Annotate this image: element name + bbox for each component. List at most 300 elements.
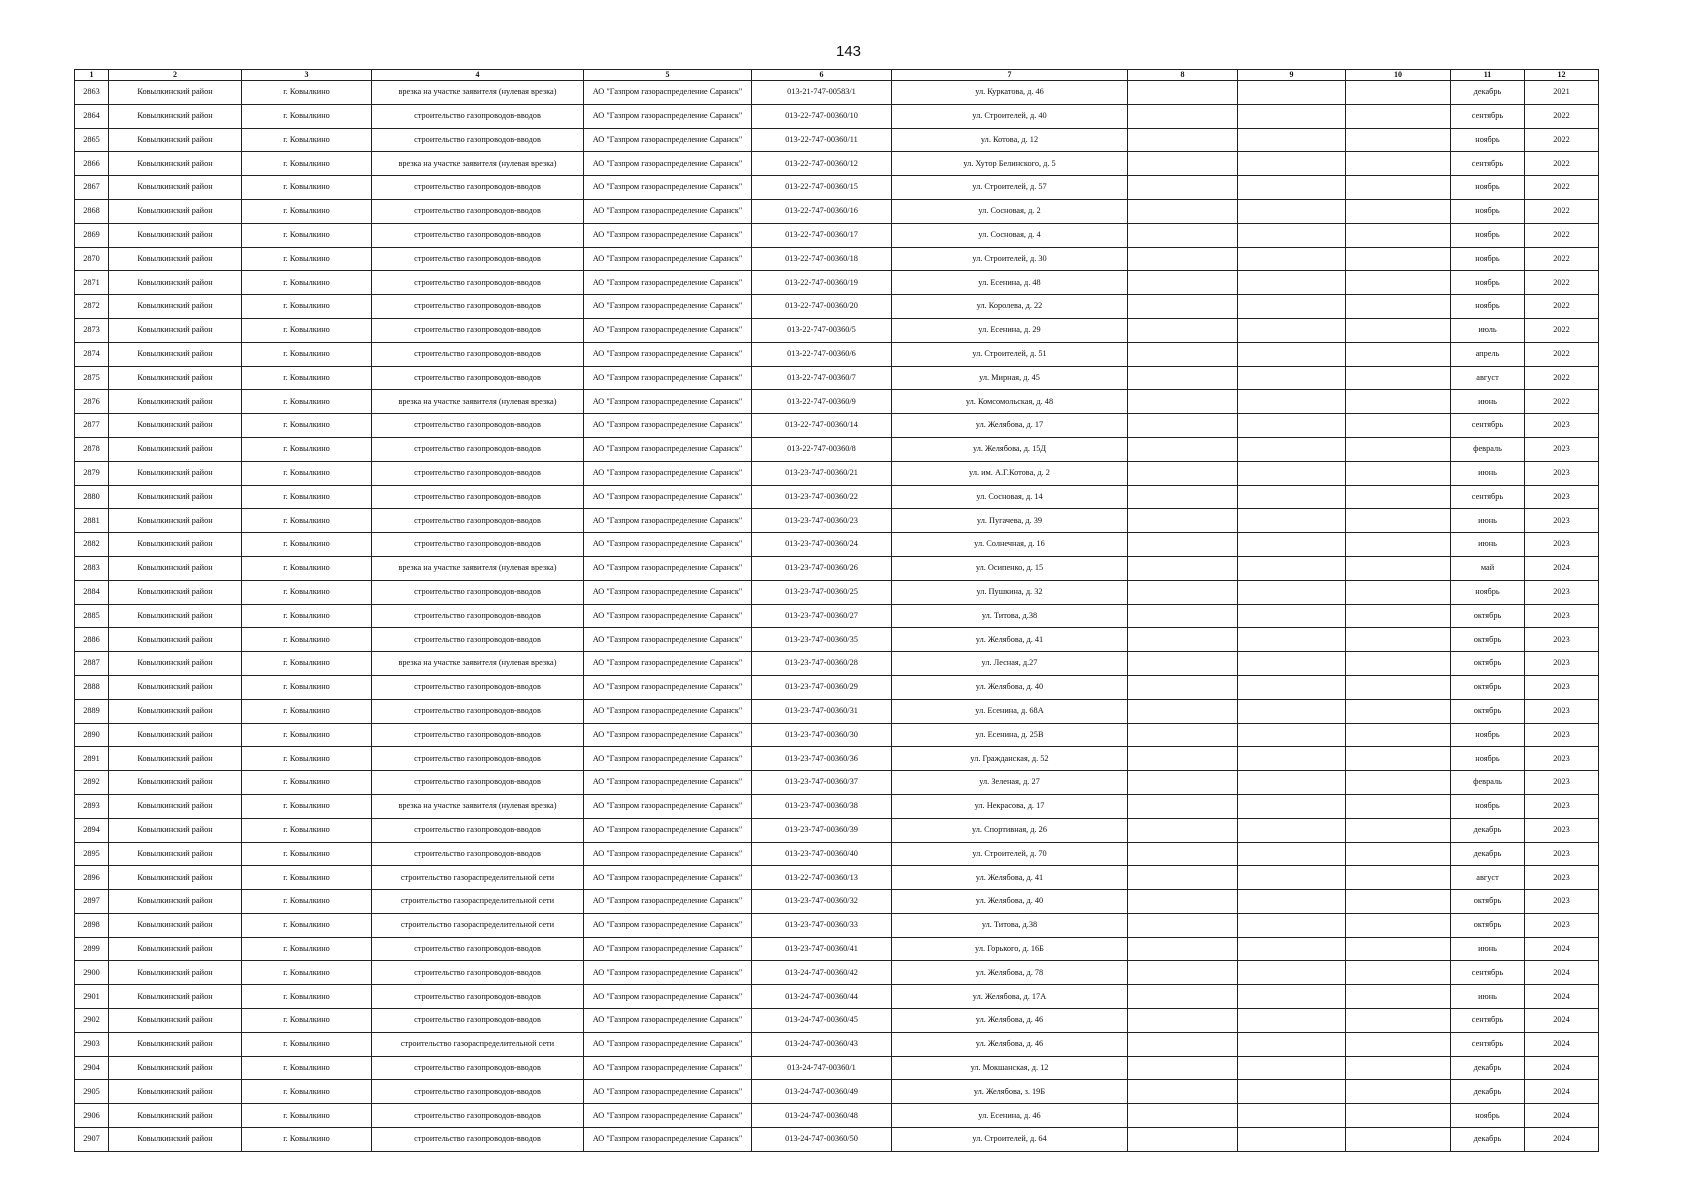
cell-address: ул. им. А.Г.Котова, д. 2 [892, 461, 1128, 485]
cell-organization: АО "Газпром газораспределение Саранск" [584, 247, 752, 271]
cell-address: ул. Есенина, д. 68А [892, 699, 1128, 723]
cell-address: ул. Желябова, д. 17 [892, 414, 1128, 438]
cell-address: ул. Желябова, д. 78 [892, 961, 1128, 985]
table-row [75, 794, 1599, 818]
cell-col-10 [1346, 1128, 1451, 1152]
cell-contract-number: 013-22-747-00360/10 [752, 104, 892, 128]
cell-district: Ковылкинский район [109, 961, 242, 985]
cell-district: Ковылкинский район [109, 1009, 242, 1033]
cell-col-10 [1346, 913, 1451, 937]
page-number: 143 [835, 43, 862, 60]
cell-work-type: строительство газопроводов-вводов [372, 628, 584, 652]
cell-work-type: врезка на участке заявителя (нулевая врезка) [372, 652, 584, 676]
cell-address: ул. Желябова, д. 46 [892, 1009, 1128, 1033]
cell-work-type: строительство газораспределительной сети [372, 866, 584, 890]
cell-year: 2023 [1525, 533, 1599, 557]
cell-month: февраль [1451, 437, 1525, 461]
cell-col-9 [1238, 937, 1346, 961]
cell-col-10 [1346, 1009, 1451, 1033]
cell-col-10 [1346, 1056, 1451, 1080]
cell-address: ул. Желябова, з. 19Б [892, 1080, 1128, 1104]
cell-col-9 [1238, 176, 1346, 200]
cell-organization: АО "Газпром газораспределение Саранск" [584, 295, 752, 319]
cell-contract-number: 013-24-747-00360/48 [752, 1104, 892, 1128]
cell-col-10 [1346, 604, 1451, 628]
cell-col-8 [1128, 318, 1238, 342]
cell-col-9 [1238, 818, 1346, 842]
cell-col-9 [1238, 842, 1346, 866]
cell-col-10 [1346, 104, 1451, 128]
cell-col-9 [1238, 152, 1346, 176]
cell-work-type: строительство газопроводов-вводов [372, 128, 584, 152]
cell-col-8 [1128, 747, 1238, 771]
cell-month: ноябрь [1451, 723, 1525, 747]
cell-year: 2024 [1525, 937, 1599, 961]
cell-col-10 [1346, 818, 1451, 842]
cell-work-type: строительство газопроводов-вводов [372, 723, 584, 747]
table-row [75, 1080, 1599, 1104]
cell-organization: АО "Газпром газораспределение Саранск" [584, 199, 752, 223]
cell-col-9 [1238, 390, 1346, 414]
cell-col-9 [1238, 342, 1346, 366]
cell-year: 2022 [1525, 271, 1599, 295]
cell-locality: г. Ковылкино [242, 199, 372, 223]
cell-locality: г. Ковылкино [242, 866, 372, 890]
cell-address: ул. Лесная, д.27 [892, 652, 1128, 676]
cell-contract-number: 013-24-747-00360/45 [752, 1009, 892, 1033]
cell-contract-number: 013-23-747-00360/29 [752, 675, 892, 699]
cell-col-10 [1346, 390, 1451, 414]
table-row [75, 414, 1599, 438]
column-header-9: 9 [1238, 70, 1346, 81]
cell-month: октябрь [1451, 699, 1525, 723]
cell-contract-number: 013-22-747-00360/9 [752, 390, 892, 414]
cell-number: 2864 [75, 104, 109, 128]
table-row [75, 247, 1599, 271]
cell-contract-number: 013-22-747-00360/18 [752, 247, 892, 271]
cell-district: Ковылкинский район [109, 937, 242, 961]
cell-col-8 [1128, 890, 1238, 914]
cell-col-8 [1128, 794, 1238, 818]
cell-year: 2023 [1525, 461, 1599, 485]
cell-col-8 [1128, 176, 1238, 200]
cell-district: Ковылкинский район [109, 913, 242, 937]
table-row [75, 485, 1599, 509]
cell-year: 2024 [1525, 1128, 1599, 1152]
cell-organization: АО "Газпром газораспределение Саранск" [584, 890, 752, 914]
cell-col-9 [1238, 890, 1346, 914]
column-header-12: 12 [1525, 70, 1599, 81]
cell-organization: АО "Газпром газораспределение Саранск" [584, 437, 752, 461]
cell-month: сентябрь [1451, 414, 1525, 438]
cell-locality: г. Ковылкино [242, 580, 372, 604]
cell-organization: АО "Газпром газораспределение Саранск" [584, 1032, 752, 1056]
cell-year: 2022 [1525, 152, 1599, 176]
cell-contract-number: 013-23-747-00360/35 [752, 628, 892, 652]
table-row [75, 818, 1599, 842]
cell-contract-number: 013-22-747-00360/5 [752, 318, 892, 342]
cell-col-8 [1128, 818, 1238, 842]
column-header-6: 6 [752, 70, 892, 81]
cell-number: 2907 [75, 1128, 109, 1152]
cell-contract-number: 013-22-747-00360/7 [752, 366, 892, 390]
cell-address: ул. Желябова, д. 15Д [892, 437, 1128, 461]
cell-month: июнь [1451, 461, 1525, 485]
cell-year: 2023 [1525, 580, 1599, 604]
cell-col-9 [1238, 794, 1346, 818]
cell-col-10 [1346, 199, 1451, 223]
cell-address: ул. Строителей, д. 30 [892, 247, 1128, 271]
table-row [75, 223, 1599, 247]
cell-month: октябрь [1451, 628, 1525, 652]
cell-year: 2022 [1525, 128, 1599, 152]
cell-contract-number: 013-23-747-00360/36 [752, 747, 892, 771]
cell-district: Ковылкинский район [109, 533, 242, 557]
cell-year: 2022 [1525, 223, 1599, 247]
table-row [75, 366, 1599, 390]
cell-contract-number: 013-23-747-00360/21 [752, 461, 892, 485]
cell-organization: АО "Газпром газораспределение Саранск" [584, 675, 752, 699]
cell-col-10 [1346, 961, 1451, 985]
cell-number: 2867 [75, 176, 109, 200]
cell-month: ноябрь [1451, 747, 1525, 771]
cell-organization: АО "Газпром газораспределение Саранск" [584, 699, 752, 723]
cell-contract-number: 013-23-747-00360/24 [752, 533, 892, 557]
cell-locality: г. Ковылкино [242, 1032, 372, 1056]
cell-col-10 [1346, 437, 1451, 461]
cell-year: 2021 [1525, 81, 1599, 105]
cell-work-type: строительство газопроводов-вводов [372, 533, 584, 557]
cell-col-10 [1346, 128, 1451, 152]
cell-col-9 [1238, 866, 1346, 890]
cell-col-10 [1346, 509, 1451, 533]
cell-col-8 [1128, 342, 1238, 366]
cell-month: июнь [1451, 533, 1525, 557]
cell-month: декабрь [1451, 1128, 1525, 1152]
cell-col-9 [1238, 199, 1346, 223]
cell-locality: г. Ковылкино [242, 366, 372, 390]
cell-work-type: строительство газопроводов-вводов [372, 604, 584, 628]
cell-address: ул. Сосновая, д. 2 [892, 199, 1128, 223]
cell-col-8 [1128, 985, 1238, 1009]
cell-month: июнь [1451, 985, 1525, 1009]
cell-col-8 [1128, 771, 1238, 795]
cell-address: ул. Комсомольская, д. 48 [892, 390, 1128, 414]
cell-organization: АО "Газпром газораспределение Саранск" [584, 533, 752, 557]
column-header-3: 3 [242, 70, 372, 81]
cell-organization: АО "Газпром газораспределение Саранск" [584, 1104, 752, 1128]
cell-month: ноябрь [1451, 247, 1525, 271]
cell-address: ул. Солнечная, д. 16 [892, 533, 1128, 557]
cell-col-8 [1128, 295, 1238, 319]
cell-number: 2874 [75, 342, 109, 366]
cell-district: Ковылкинский район [109, 628, 242, 652]
cell-contract-number: 013-22-747-00360/19 [752, 271, 892, 295]
table-header [75, 70, 1599, 81]
cell-number: 2873 [75, 318, 109, 342]
cell-address: ул. Есенина, д. 25В [892, 723, 1128, 747]
cell-district: Ковылкинский район [109, 414, 242, 438]
cell-contract-number: 013-22-747-00360/13 [752, 866, 892, 890]
cell-col-10 [1346, 771, 1451, 795]
cell-work-type: строительство газопроводов-вводов [372, 223, 584, 247]
cell-col-10 [1346, 247, 1451, 271]
cell-work-type: строительство газопроводов-вводов [372, 961, 584, 985]
cell-col-9 [1238, 437, 1346, 461]
column-header-2: 2 [109, 70, 242, 81]
cell-year: 2023 [1525, 652, 1599, 676]
cell-col-8 [1128, 604, 1238, 628]
table-row [75, 771, 1599, 795]
cell-locality: г. Ковылкино [242, 1009, 372, 1033]
cell-year: 2023 [1525, 747, 1599, 771]
cell-work-type: врезка на участке заявителя (нулевая врезка) [372, 81, 584, 105]
cell-col-8 [1128, 628, 1238, 652]
cell-address: ул. Желябова, д. 41 [892, 628, 1128, 652]
cell-work-type: строительство газопроводов-вводов [372, 580, 584, 604]
cell-month: октябрь [1451, 652, 1525, 676]
cell-locality: г. Ковылкино [242, 937, 372, 961]
cell-col-9 [1238, 1009, 1346, 1033]
column-header-11: 11 [1451, 70, 1525, 81]
cell-year: 2024 [1525, 1032, 1599, 1056]
cell-year: 2023 [1525, 699, 1599, 723]
cell-number: 2884 [75, 580, 109, 604]
cell-year: 2022 [1525, 366, 1599, 390]
cell-work-type: строительство газопроводов-вводов [372, 318, 584, 342]
cell-col-10 [1346, 81, 1451, 105]
cell-address: ул. Титова, д.38 [892, 604, 1128, 628]
cell-col-9 [1238, 652, 1346, 676]
cell-organization: АО "Газпром газораспределение Саранск" [584, 937, 752, 961]
cell-col-8 [1128, 485, 1238, 509]
cell-year: 2023 [1525, 414, 1599, 438]
cell-district: Ковылкинский район [109, 318, 242, 342]
cell-locality: г. Ковылкино [242, 104, 372, 128]
cell-organization: АО "Газпром газораспределение Саранск" [584, 128, 752, 152]
cell-year: 2022 [1525, 104, 1599, 128]
cell-col-8 [1128, 1080, 1238, 1104]
cell-number: 2899 [75, 937, 109, 961]
cell-month: апрель [1451, 342, 1525, 366]
cell-locality: г. Ковылкино [242, 652, 372, 676]
cell-col-8 [1128, 1032, 1238, 1056]
cell-col-9 [1238, 223, 1346, 247]
cell-locality: г. Ковылкино [242, 485, 372, 509]
cell-col-10 [1346, 1032, 1451, 1056]
cell-number: 2866 [75, 152, 109, 176]
cell-year: 2023 [1525, 437, 1599, 461]
cell-district: Ковылкинский район [109, 818, 242, 842]
cell-address: ул. Спортивная, д. 26 [892, 818, 1128, 842]
cell-organization: АО "Газпром газораспределение Саранск" [584, 604, 752, 628]
cell-year: 2023 [1525, 818, 1599, 842]
cell-col-9 [1238, 414, 1346, 438]
cell-col-10 [1346, 580, 1451, 604]
cell-number: 2903 [75, 1032, 109, 1056]
cell-locality: г. Ковылкино [242, 699, 372, 723]
cell-address: ул. Желябова, д. 46 [892, 1032, 1128, 1056]
cell-contract-number: 013-24-747-00360/49 [752, 1080, 892, 1104]
cell-month: сентябрь [1451, 485, 1525, 509]
cell-year: 2023 [1525, 485, 1599, 509]
cell-col-8 [1128, 509, 1238, 533]
table-row [75, 81, 1599, 105]
cell-contract-number: 013-24-747-00360/50 [752, 1128, 892, 1152]
table-row [75, 747, 1599, 771]
cell-work-type: строительство газопроводов-вводов [372, 176, 584, 200]
cell-organization: АО "Газпром газораспределение Саранск" [584, 747, 752, 771]
cell-month: август [1451, 366, 1525, 390]
cell-month: сентябрь [1451, 1009, 1525, 1033]
cell-col-10 [1346, 295, 1451, 319]
table-row [75, 1032, 1599, 1056]
cell-district: Ковылкинский район [109, 699, 242, 723]
cell-contract-number: 013-23-747-00360/28 [752, 652, 892, 676]
cell-contract-number: 013-23-747-00360/30 [752, 723, 892, 747]
cell-district: Ковылкинский район [109, 271, 242, 295]
cell-col-9 [1238, 509, 1346, 533]
cell-district: Ковылкинский район [109, 104, 242, 128]
cell-col-9 [1238, 1032, 1346, 1056]
cell-contract-number: 013-23-747-00360/37 [752, 771, 892, 795]
cell-address: ул. Сосновая, д. 14 [892, 485, 1128, 509]
cell-locality: г. Ковылкино [242, 128, 372, 152]
cell-organization: АО "Газпром газораспределение Саранск" [584, 842, 752, 866]
cell-year: 2024 [1525, 985, 1599, 1009]
cell-month: ноябрь [1451, 128, 1525, 152]
cell-year: 2023 [1525, 866, 1599, 890]
cell-col-10 [1346, 1104, 1451, 1128]
cell-year: 2024 [1525, 1080, 1599, 1104]
cell-number: 2881 [75, 509, 109, 533]
cell-number: 2887 [75, 652, 109, 676]
cell-number: 2902 [75, 1009, 109, 1033]
cell-work-type: строительство газопроводов-вводов [372, 699, 584, 723]
cell-number: 2895 [75, 842, 109, 866]
cell-organization: АО "Газпром газораспределение Саранск" [584, 913, 752, 937]
cell-work-type: строительство газопроводов-вводов [372, 747, 584, 771]
register-table [74, 69, 1599, 1152]
cell-month: ноябрь [1451, 295, 1525, 319]
cell-organization: АО "Газпром газораспределение Саранск" [584, 1056, 752, 1080]
cell-col-10 [1346, 747, 1451, 771]
cell-col-10 [1346, 414, 1451, 438]
cell-organization: АО "Газпром газораспределение Саранск" [584, 985, 752, 1009]
cell-col-8 [1128, 1056, 1238, 1080]
cell-locality: г. Ковылкино [242, 723, 372, 747]
cell-locality: г. Ковылкино [242, 1104, 372, 1128]
cell-col-9 [1238, 556, 1346, 580]
cell-col-9 [1238, 104, 1346, 128]
cell-number: 2876 [75, 390, 109, 414]
cell-contract-number: 013-22-747-00360/20 [752, 295, 892, 319]
cell-district: Ковылкинский район [109, 604, 242, 628]
cell-locality: г. Ковылкино [242, 390, 372, 414]
table-row [75, 390, 1599, 414]
cell-locality: г. Ковылкино [242, 985, 372, 1009]
cell-locality: г. Ковылкино [242, 1056, 372, 1080]
cell-locality: г. Ковылкино [242, 913, 372, 937]
cell-locality: г. Ковылкино [242, 81, 372, 105]
column-header-7: 7 [892, 70, 1128, 81]
cell-work-type: строительство газопроводов-вводов [372, 414, 584, 438]
cell-year: 2023 [1525, 628, 1599, 652]
cell-col-9 [1238, 580, 1346, 604]
cell-number: 2879 [75, 461, 109, 485]
cell-work-type: врезка на участке заявителя (нулевая врезка) [372, 556, 584, 580]
table-row [75, 699, 1599, 723]
table-row [75, 890, 1599, 914]
cell-col-10 [1346, 366, 1451, 390]
cell-year: 2024 [1525, 1104, 1599, 1128]
cell-year: 2022 [1525, 247, 1599, 271]
cell-month: декабрь [1451, 818, 1525, 842]
cell-number: 2890 [75, 723, 109, 747]
table-row [75, 675, 1599, 699]
table-row [75, 1009, 1599, 1033]
cell-district: Ковылкинский район [109, 366, 242, 390]
cell-work-type: строительство газопроводов-вводов [372, 842, 584, 866]
cell-col-9 [1238, 961, 1346, 985]
cell-number: 2880 [75, 485, 109, 509]
cell-work-type: строительство газопроводов-вводов [372, 818, 584, 842]
cell-contract-number: 013-23-747-00360/32 [752, 890, 892, 914]
cell-address: ул. Есенина, д. 29 [892, 318, 1128, 342]
cell-locality: г. Ковылкино [242, 628, 372, 652]
cell-col-8 [1128, 842, 1238, 866]
cell-locality: г. Ковылкино [242, 890, 372, 914]
cell-month: ноябрь [1451, 794, 1525, 818]
cell-col-9 [1238, 247, 1346, 271]
cell-col-8 [1128, 223, 1238, 247]
cell-col-10 [1346, 176, 1451, 200]
cell-contract-number: 013-23-747-00360/31 [752, 699, 892, 723]
cell-work-type: строительство газопроводов-вводов [372, 271, 584, 295]
cell-col-10 [1346, 318, 1451, 342]
table-row [75, 104, 1599, 128]
cell-col-9 [1238, 295, 1346, 319]
cell-year: 2023 [1525, 675, 1599, 699]
cell-locality: г. Ковылкино [242, 794, 372, 818]
cell-address: ул. Строителей, д. 64 [892, 1128, 1128, 1152]
cell-address: ул. Котова, д. 12 [892, 128, 1128, 152]
cell-number: 2886 [75, 628, 109, 652]
cell-district: Ковылкинский район [109, 1032, 242, 1056]
cell-col-10 [1346, 866, 1451, 890]
cell-district: Ковылкинский район [109, 176, 242, 200]
cell-col-8 [1128, 437, 1238, 461]
cell-month: сентябрь [1451, 1032, 1525, 1056]
cell-col-9 [1238, 1080, 1346, 1104]
cell-number: 2868 [75, 199, 109, 223]
cell-address: ул. Есенина, д. 48 [892, 271, 1128, 295]
cell-contract-number: 013-24-747-00360/42 [752, 961, 892, 985]
cell-col-10 [1346, 223, 1451, 247]
table-row [75, 461, 1599, 485]
cell-work-type: строительство газопроводов-вводов [372, 1104, 584, 1128]
cell-organization: АО "Газпром газораспределение Саранск" [584, 176, 752, 200]
cell-month: ноябрь [1451, 580, 1525, 604]
cell-district: Ковылкинский район [109, 437, 242, 461]
cell-col-9 [1238, 1104, 1346, 1128]
cell-month: сентябрь [1451, 104, 1525, 128]
cell-work-type: врезка на участке заявителя (нулевая врезка) [372, 152, 584, 176]
cell-organization: АО "Газпром газораспределение Саранск" [584, 580, 752, 604]
cell-month: октябрь [1451, 675, 1525, 699]
cell-year: 2022 [1525, 342, 1599, 366]
cell-organization: АО "Газпром газораспределение Саранск" [584, 223, 752, 247]
